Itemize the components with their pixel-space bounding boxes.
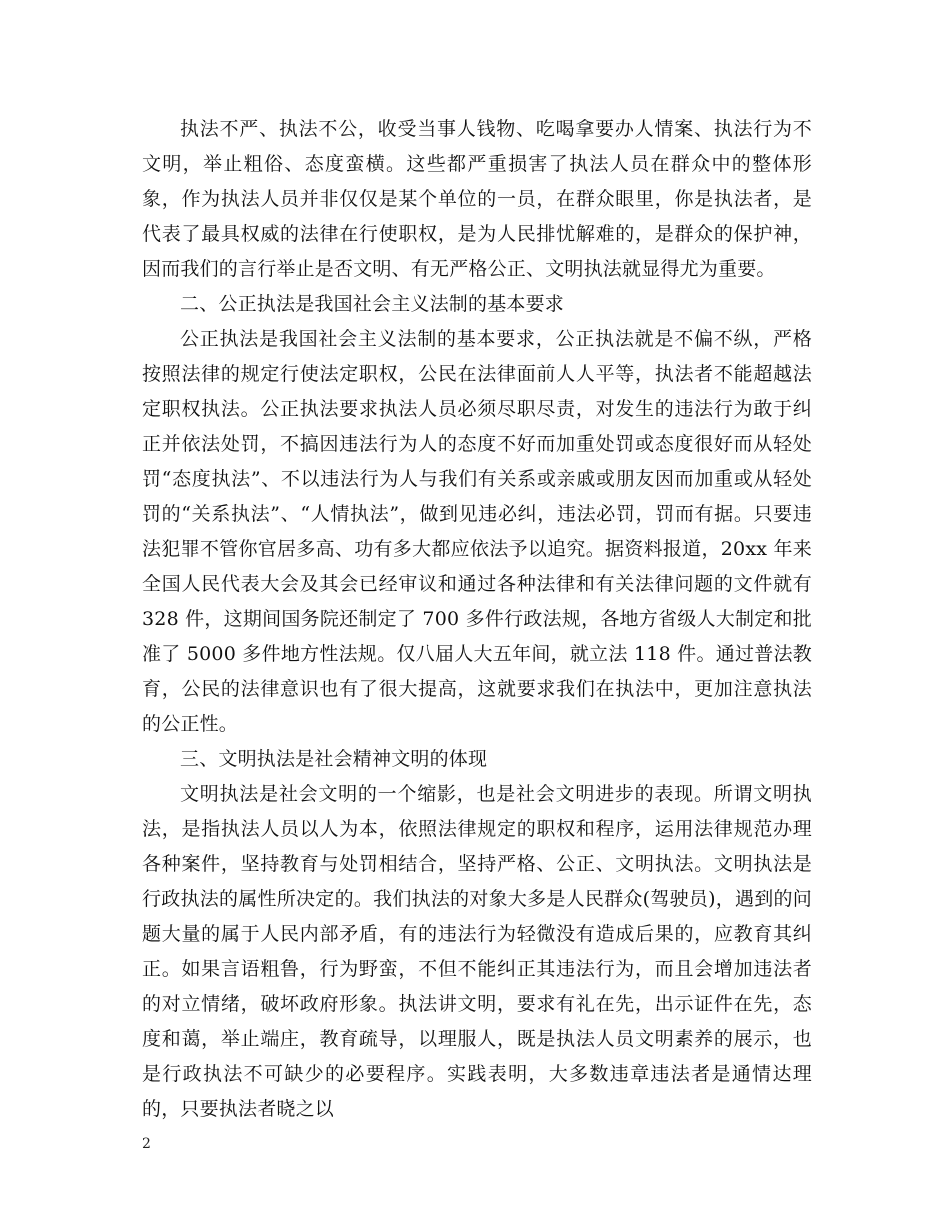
section-heading-2: 二、公正执法是我国社会主义法制的基本要求: [180, 293, 565, 315]
paragraph-section-2: 公正执法是我国社会主义法制的基本要求，公正执法就是不偏不纵，严格按照法律的规定行使法定职权，公民在法律面前人人平等，执法者不能超越法定职权执法。公正执法要求执法人员必须尽职尽责，对发生的违法行为敢于纠正并依法处罚，不搞因违法行为人的态度不好而加重处罚或态度很好而从轻处罚“态度执法”、不以违法行为人与我们有关系或亲戚或朋友因而加重或从轻处罚的“关系执法”、“人情执法”，做到见违必纠，违法必罚，罚而有据。只要违法犯罪不管你官居多高、功有多大都应依法予以追究。据资料报道，20xx 年来全国人民代表大会及其会已经审议和通过各种法律和有关法律问题的文件就有 328 件，这期间国务院还制定了 700 多件行政法规，各地方省级人大制定和批准了 5000 多件地方性法规。仅八届人大五年间，就立法 118 件。通过普法教育，公民的法律意识也有了很大提高，这就要求我们在执法中，更加注意执法的公正性。: [142, 328, 812, 735]
document-body: [142, 112, 812, 1127]
page-number: 2: [142, 1136, 151, 1152]
section-heading-3: 三、文明执法是社会精神文明的体现: [180, 748, 488, 770]
paragraph-section-3: 文明执法是社会文明的一个缩影，也是社会文明进步的表现。所谓文明执法，是指执法人员以人为本，依照法律规定的职权和程序，运用法律规范办理各种案件，坚持教育与处罚相结合，坚持严格、公正、文明执法。文明执法是行政执法的属性所决定的。我们执法的对象大多是人民群众(驾驶员)，遇到的问题大量的属于人民内部矛盾，有的违法行为轻微没有造成后果的，应教育其纠正。如果言语粗鲁，行为野蛮，不但不能纠正其违法行为，而且会增加违法者的对立情绪，破坏政府形象。执法讲文明，要求有礼在先，出示证件在先，态度和蔼，举止端庄，教育疏导，以理服人，既是执法人员文明素养的展示，也是行政执法不可缺少的必要程序。实践表明，大多数违章违法者是通情达理的，只要执法者晓之以: [142, 783, 812, 1120]
paragraph-intro: 执法不严、执法不公，收受当事人钱物、吃喝拿要办人情案、执法行为不文明，举止粗俗、态度蛮横。这些都严重损害了执法人员在群众中的整体形象，作为执法人员并非仅仅是某个单位的一员，在群众眼里，你是执法者，是代表了最具权威的法律在行使职权，是为人民排忧解难的，是群众的保护神，因而我们的言行举止是否文明、有无严格公正、文明执法就显得尤为重要。: [142, 118, 812, 280]
